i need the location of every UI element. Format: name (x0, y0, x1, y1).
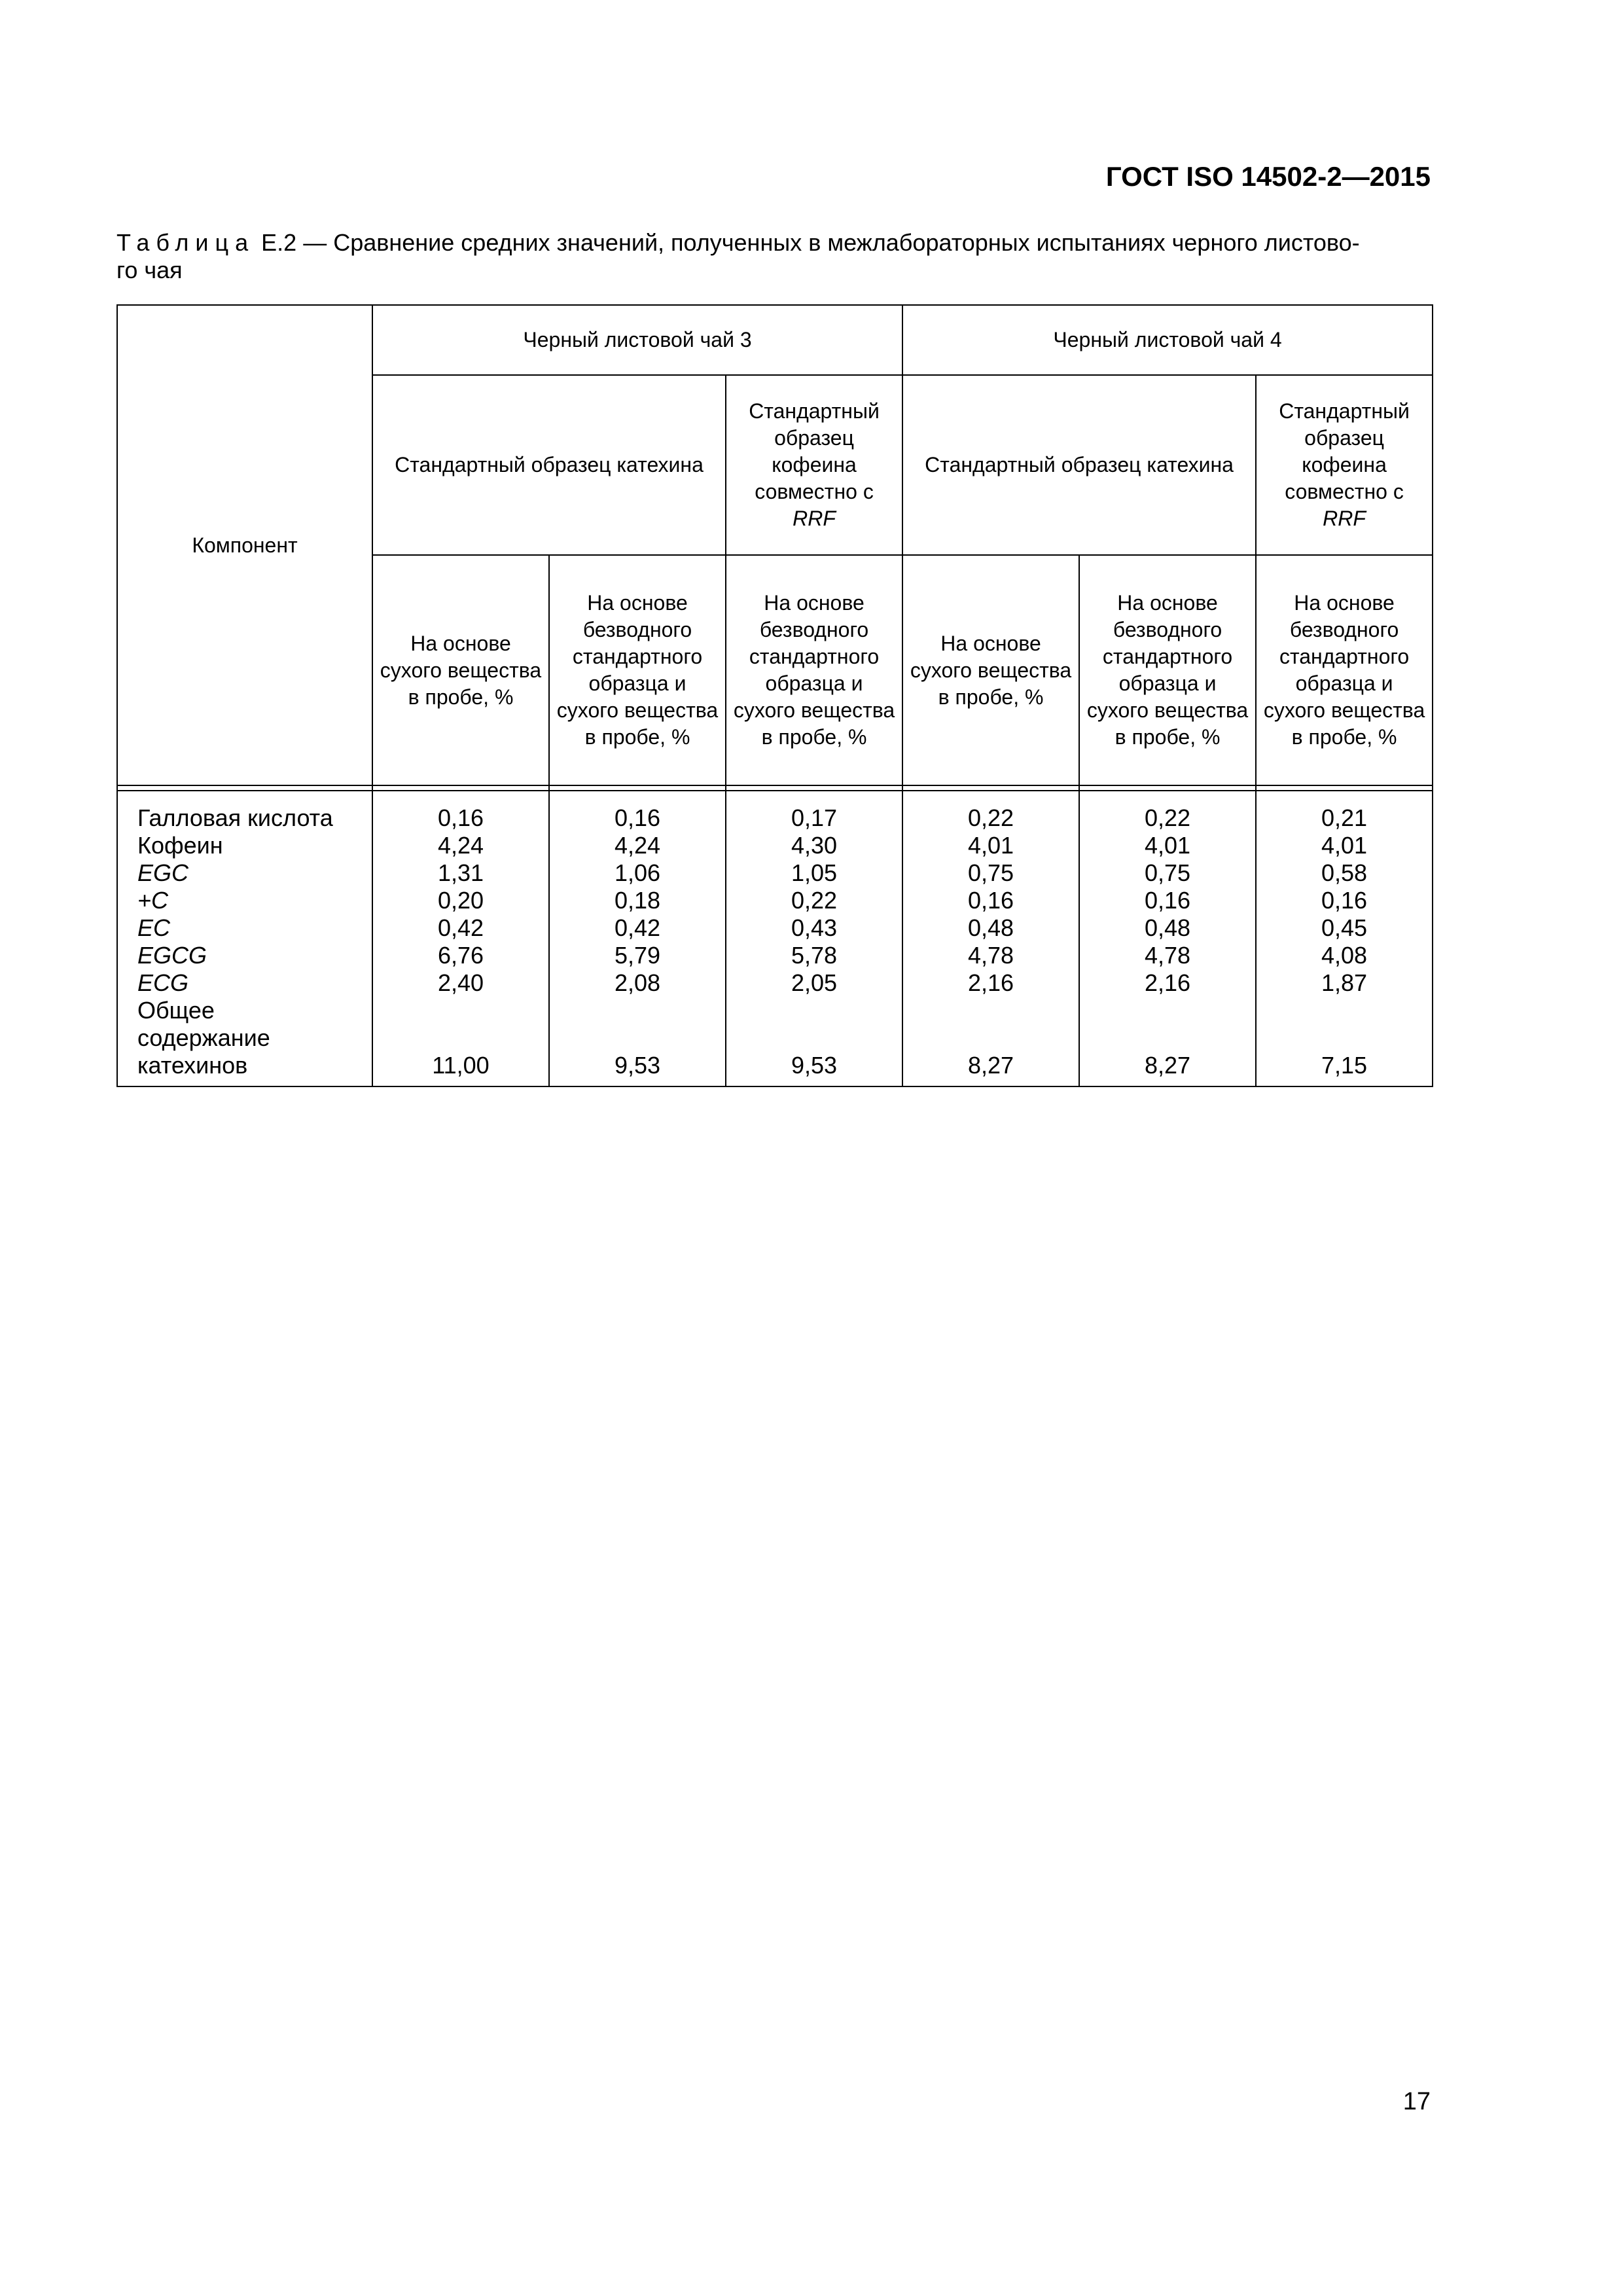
cell-value: 0,75 (1144, 859, 1191, 886)
values-cell (549, 791, 726, 1086)
cell-value: 0,43 (791, 914, 838, 941)
total-value: 8,27 (967, 1052, 1014, 1079)
spacer (380, 997, 542, 1052)
col-header-anhydrous: На основе безводного стандартного образца и сухого вещества в пробе, % (1256, 555, 1433, 785)
cell-value: 4,78 (967, 942, 1014, 969)
cell-value: 4,01 (1144, 832, 1191, 859)
cell-value: 0,42 (437, 914, 484, 941)
cell-value: 0,22 (967, 804, 1014, 831)
col-header-anhydrous: На основе безводного стандартного образца и сухого вещества в пробе, % (1079, 555, 1256, 785)
cell-value: 2,08 (614, 969, 661, 996)
cell-value: 0,16 (437, 804, 484, 831)
cell-value: 0,48 (967, 914, 1014, 941)
cell-value: 0,17 (791, 804, 838, 831)
cell-value: 4,08 (1321, 942, 1368, 969)
col-header-anhydrous: На основе безводного стандартного образца и сухого вещества в пробе, % (549, 555, 726, 785)
cell-value: 1,31 (437, 859, 484, 886)
spacer (733, 997, 895, 1052)
cell-value: 5,79 (614, 942, 661, 969)
total-value: 7,15 (1321, 1052, 1368, 1079)
cell-value: 4,30 (791, 832, 838, 859)
values-cell (902, 791, 1079, 1086)
caffeine-standard-header-tea4: Стандартный образец кофеина совместно с RRF (1256, 375, 1433, 555)
table-caption (116, 229, 1422, 284)
comparison-table (116, 304, 1433, 1087)
cell-value: 5,78 (791, 942, 838, 969)
values-cell (1256, 791, 1433, 1086)
caffeine-standard-header-tea3: Стандартный образец кофеина совместно с RRF (726, 375, 902, 555)
col-header-dry: На основе сухого вещества в пробе, % (372, 555, 549, 785)
component-name: EGCG (137, 942, 207, 969)
cell-value: 0,18 (614, 887, 661, 914)
cell-value: 1,05 (791, 859, 838, 886)
component-name: Кофеин (137, 832, 223, 859)
col-header-dry: На основе сухого вещества в пробе, % (902, 555, 1079, 785)
cell-value: 0,20 (437, 887, 484, 914)
col-header-anhydrous: На основе безводного стандартного образца и сухого вещества в пробе, % (726, 555, 902, 785)
cell-value: 4,01 (967, 832, 1014, 859)
cell-value: 0,21 (1321, 804, 1368, 831)
component-name: EC (137, 914, 171, 941)
cell-value: 1,87 (1321, 969, 1368, 996)
cell-value: 0,58 (1321, 859, 1368, 886)
page-number: 17 (1402, 2088, 1431, 2115)
component-name: Галловая кислота (137, 804, 333, 831)
total-catechins-name: содержание (137, 1024, 270, 1051)
spacer (556, 997, 719, 1052)
caption-prefix: Таблица (116, 229, 255, 256)
cell-value: 2,05 (791, 969, 838, 996)
cell-value: 2,40 (437, 969, 484, 996)
caption-table-id: Е.2 (261, 229, 297, 256)
cell-value: 0,42 (614, 914, 661, 941)
table-data-row (117, 791, 1433, 1086)
group-header-tea4: Черный листовой чай 4 (902, 305, 1433, 375)
catechin-standard-header-tea4: Стандартный образец катехина (902, 375, 1256, 555)
cell-value: 0,22 (791, 887, 838, 914)
cell-value: 0,16 (967, 887, 1014, 914)
cell-value: 2,16 (1144, 969, 1191, 996)
cell-value: 6,76 (437, 942, 484, 969)
spacer (1086, 997, 1249, 1052)
group-header-tea3: Черный листовой чай 3 (372, 305, 902, 375)
cell-value: 0,22 (1144, 804, 1191, 831)
component-name: ECG (137, 969, 189, 996)
caption-text: — Сравнение средних значений, полученных в межлабораторных испытаниях черного листово- (296, 229, 1360, 256)
total-value: 11,00 (432, 1052, 490, 1079)
cell-value: 2,16 (967, 969, 1014, 996)
cell-value: 0,48 (1144, 914, 1191, 941)
values-cell (726, 791, 902, 1086)
values-cell (372, 791, 549, 1086)
component-name: +C (137, 887, 169, 914)
component-names-cell (117, 791, 372, 1086)
component-header: Компонент (117, 305, 372, 785)
total-value: 8,27 (1144, 1052, 1191, 1079)
total-value: 9,53 (791, 1052, 838, 1079)
caption-text-continued: го чая (116, 257, 183, 283)
cell-value: 4,24 (437, 832, 484, 859)
cell-value: 0,16 (1144, 887, 1191, 914)
cell-value: 1,06 (614, 859, 661, 886)
cell-value: 0,45 (1321, 914, 1368, 941)
cell-value: 4,24 (614, 832, 661, 859)
component-name: EGC (137, 859, 189, 886)
spacer (910, 997, 1072, 1052)
total-catechins-name: Общее (137, 997, 215, 1024)
cell-value: 4,78 (1144, 942, 1191, 969)
document-code: ГОСТ ISO 14502-2—2015 (1105, 161, 1431, 192)
catechin-standard-header-tea3: Стандартный образец катехина (372, 375, 726, 555)
total-value: 9,53 (614, 1052, 661, 1079)
values-cell (1079, 791, 1256, 1086)
spacer (1263, 997, 1425, 1052)
total-catechins-name: катехинов (137, 1052, 248, 1079)
cell-value: 0,75 (967, 859, 1014, 886)
cell-value: 0,16 (1321, 887, 1368, 914)
cell-value: 0,16 (614, 804, 661, 831)
cell-value: 4,01 (1321, 832, 1368, 859)
